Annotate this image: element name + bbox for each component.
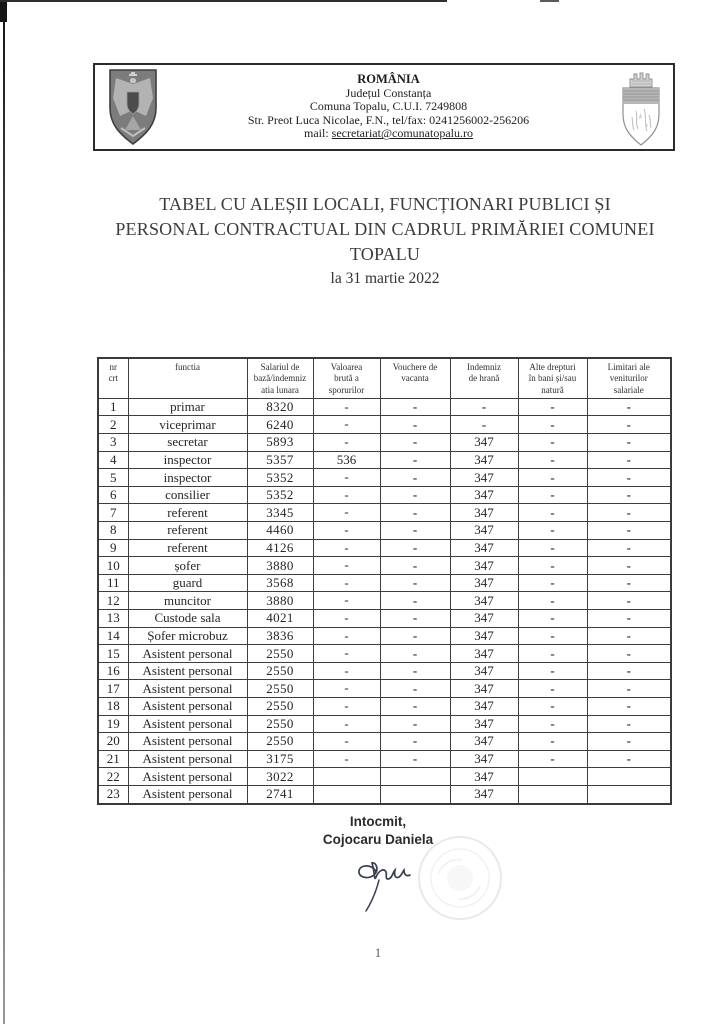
column-header: Alte drepturi în bani și/sau natură [518, 358, 587, 398]
table-cell: 347 [450, 715, 518, 733]
table-cell: 8320 [247, 398, 313, 416]
prepared-label: Intocmit, [349, 814, 407, 829]
table-cell: 347 [450, 733, 518, 751]
letterhead-text [159, 73, 618, 141]
table-cell: - [450, 398, 518, 416]
mail-address: secretariat@comunatopalu.ro [331, 126, 473, 141]
table-cell: - [518, 434, 587, 452]
table-cell: - [380, 451, 450, 469]
table-cell: 6 [98, 486, 128, 504]
table-cell: referent [128, 504, 247, 522]
table-cell: - [380, 469, 450, 487]
table-cell: 4126 [247, 539, 313, 557]
table-cell: - [518, 610, 587, 628]
letterhead-mail [159, 127, 618, 141]
table-cell: Asistent personal [128, 697, 247, 715]
table-cell: Asistent personal [128, 750, 247, 768]
table-cell: - [380, 750, 450, 768]
page-number: 1 [374, 946, 382, 960]
column-header: Valoarea brută a sporurilor [313, 358, 380, 398]
table-cell: 21 [98, 750, 128, 768]
table-cell: 17 [98, 680, 128, 698]
table-cell: - [587, 469, 671, 487]
table-cell: - [587, 610, 671, 628]
table-cell: 5893 [247, 434, 313, 452]
table-cell: 347 [450, 610, 518, 628]
table-row [98, 750, 671, 768]
table-row [98, 557, 671, 575]
table-cell: - [518, 750, 587, 768]
table-cell: - [587, 451, 671, 469]
table-cell: - [313, 539, 380, 557]
table-cell: - [313, 434, 380, 452]
letterhead-address: Str. Preot Luca Nicolae, F.N., tel/fax: 0241256002-256206 [247, 112, 530, 127]
table-cell: 3175 [247, 750, 313, 768]
table-cell: - [380, 504, 450, 522]
romania-coat-of-arms-icon [107, 68, 159, 146]
table-cell: 347 [450, 434, 518, 452]
table-row [98, 398, 671, 416]
table-cell: - [313, 486, 380, 504]
table-cell: Asistent personal [128, 715, 247, 733]
table-cell: - [313, 592, 380, 610]
table-cell: Asistent personal [128, 680, 247, 698]
table-row [98, 715, 671, 733]
table-cell: - [587, 750, 671, 768]
table-cell: - [313, 557, 380, 575]
table-cell: consilier [128, 486, 247, 504]
table-cell: 3022 [247, 768, 313, 786]
table-cell: - [518, 416, 587, 434]
table-cell: - [518, 733, 587, 751]
table-cell: - [313, 750, 380, 768]
handwritten-signature-icon [346, 851, 426, 915]
table-cell [518, 768, 587, 786]
table-cell: - [587, 574, 671, 592]
table-cell: 4460 [247, 522, 313, 540]
table-cell: 15 [98, 645, 128, 663]
table-cell: 5352 [247, 486, 313, 504]
letterhead-county: Județul Constanța [345, 85, 432, 100]
table-cell: Asistent personal [128, 785, 247, 803]
table-cell: 3345 [247, 504, 313, 522]
table-cell: 1 [98, 398, 128, 416]
table-cell [313, 768, 380, 786]
table-cell: - [380, 434, 450, 452]
document-title [40, 192, 725, 291]
table-cell: - [313, 645, 380, 663]
table-row [98, 627, 671, 645]
table-header-row [98, 358, 671, 398]
table-cell: - [380, 398, 450, 416]
table-cell: 347 [450, 504, 518, 522]
table-cell: 347 [450, 469, 518, 487]
table-cell: Asistent personal [128, 662, 247, 680]
table-cell: - [313, 627, 380, 645]
table-cell: - [313, 662, 380, 680]
table-cell: secretar [128, 434, 247, 452]
table-cell: 347 [450, 680, 518, 698]
table-row [98, 733, 671, 751]
table-cell: 2741 [247, 785, 313, 803]
table-cell: 347 [450, 539, 518, 557]
letterhead-country: ROMÂNIA [357, 72, 420, 87]
table-row [98, 662, 671, 680]
column-header: Limitari ale veniturilor salariale [587, 358, 671, 398]
column-header: Indemniz de hrană [450, 358, 518, 398]
table-cell: Șofer microbuz [128, 627, 247, 645]
table-row [98, 434, 671, 452]
table-cell: 8 [98, 522, 128, 540]
table-cell: - [518, 680, 587, 698]
prepared-name: Cojocaru Daniela [322, 831, 434, 847]
table-cell: - [518, 522, 587, 540]
table-cell: viceprimar [128, 416, 247, 434]
table-row [98, 539, 671, 557]
table-cell: șofer [128, 557, 247, 575]
table-cell: - [518, 451, 587, 469]
title-date: la 31 martie 2022 [330, 270, 440, 287]
table-cell: - [380, 539, 450, 557]
table-cell: - [587, 662, 671, 680]
table-cell: 536 [313, 451, 380, 469]
table-cell: - [587, 733, 671, 751]
table-cell: - [518, 697, 587, 715]
scan-edge-corner [0, 0, 7, 22]
table-cell [518, 785, 587, 803]
table-row [98, 610, 671, 628]
table-cell: - [380, 662, 450, 680]
title-line-1: TABEL CU ALEȘII LOCALI, FUNCȚIONARI PUBLICI ȘI [159, 194, 611, 214]
table-cell: 2550 [247, 662, 313, 680]
table-cell: inspector [128, 451, 247, 469]
table-cell [380, 785, 450, 803]
table-cell: - [587, 539, 671, 557]
table-cell: - [587, 398, 671, 416]
table-cell: - [587, 697, 671, 715]
table-cell: 11 [98, 574, 128, 592]
table-cell: 3836 [247, 627, 313, 645]
column-header: Salariul de bază/indemniz atia lunara [247, 358, 313, 398]
table-cell: 16 [98, 662, 128, 680]
table-cell: - [380, 610, 450, 628]
table-cell: 2550 [247, 645, 313, 663]
table-row [98, 574, 671, 592]
table-cell: - [313, 416, 380, 434]
table-cell: - [313, 697, 380, 715]
table-cell: - [518, 574, 587, 592]
table-cell: - [313, 574, 380, 592]
table-cell: - [518, 715, 587, 733]
round-stamp-icon [416, 834, 504, 922]
table-cell: - [518, 486, 587, 504]
table-cell: - [587, 416, 671, 434]
salary-table [97, 357, 672, 805]
table-cell: Custode sala [128, 610, 247, 628]
table-cell: 3880 [247, 557, 313, 575]
table-cell: 3568 [247, 574, 313, 592]
table-cell: 7 [98, 504, 128, 522]
table-cell: 13 [98, 610, 128, 628]
column-header: Vouchere de vacanta [380, 358, 450, 398]
table-cell: - [518, 557, 587, 575]
table-row [98, 592, 671, 610]
table-cell: 22 [98, 768, 128, 786]
table-cell: 9 [98, 539, 128, 557]
table-cell: 3880 [247, 592, 313, 610]
table-cell: 2550 [247, 680, 313, 698]
table-cell: - [380, 697, 450, 715]
table-cell: - [587, 522, 671, 540]
table-cell: inspector [128, 469, 247, 487]
table-cell: 23 [98, 785, 128, 803]
table-cell: referent [128, 539, 247, 557]
table-row [98, 486, 671, 504]
table-row [98, 697, 671, 715]
table-cell: 347 [450, 662, 518, 680]
table-cell: 12 [98, 592, 128, 610]
title-line-2: PERSONAL CONTRACTUAL DIN CADRUL PRIMĂRIEI COMUNEI [115, 219, 655, 239]
table-cell: 347 [450, 697, 518, 715]
table-cell: 14 [98, 627, 128, 645]
table-row [98, 416, 671, 434]
table-cell: 5352 [247, 469, 313, 487]
table-cell: 3 [98, 434, 128, 452]
table-cell: 19 [98, 715, 128, 733]
table-cell: 347 [450, 451, 518, 469]
table-cell: 347 [450, 592, 518, 610]
table-cell: 5357 [247, 451, 313, 469]
table-cell: Asistent personal [128, 733, 247, 751]
table-cell [380, 768, 450, 786]
table-row [98, 645, 671, 663]
table-cell: 2 [98, 416, 128, 434]
table-cell: - [380, 522, 450, 540]
table-cell: - [380, 557, 450, 575]
table-cell: - [313, 715, 380, 733]
table-cell: - [380, 416, 450, 434]
table-cell: 347 [450, 627, 518, 645]
table-cell: 347 [450, 486, 518, 504]
table-row [98, 451, 671, 469]
table-cell: Asistent personal [128, 645, 247, 663]
table-cell: - [518, 398, 587, 416]
table-row [98, 504, 671, 522]
table-cell: 5 [98, 469, 128, 487]
table-cell: - [587, 504, 671, 522]
table-cell [313, 785, 380, 803]
table-cell: - [313, 733, 380, 751]
table-cell: 347 [450, 522, 518, 540]
table-cell: - [380, 680, 450, 698]
table-cell [587, 785, 671, 803]
table-cell: - [380, 574, 450, 592]
column-header: nr crt [98, 358, 128, 398]
table-cell: - [518, 539, 587, 557]
table-cell: 347 [450, 785, 518, 803]
table-cell: 347 [450, 645, 518, 663]
table-cell: - [587, 434, 671, 452]
mail-prefix: mail: [304, 126, 332, 141]
table-cell: - [587, 645, 671, 663]
column-header: functia [128, 358, 247, 398]
table-row [98, 785, 671, 803]
table-cell [587, 768, 671, 786]
table-cell: Asistent personal [128, 768, 247, 786]
scan-edge-left [3, 0, 5, 1024]
table-row [98, 469, 671, 487]
table-cell: 347 [450, 768, 518, 786]
table-row [98, 680, 671, 698]
table-cell: - [313, 680, 380, 698]
table-cell: - [518, 504, 587, 522]
table-cell: - [518, 592, 587, 610]
table-row [98, 768, 671, 786]
table-cell: - [313, 469, 380, 487]
table-cell: - [587, 486, 671, 504]
table-cell: - [587, 627, 671, 645]
table-cell: 347 [450, 574, 518, 592]
table-cell: - [587, 715, 671, 733]
table-cell: 10 [98, 557, 128, 575]
table-cell: - [380, 592, 450, 610]
table-cell: - [380, 645, 450, 663]
table-cell: - [313, 610, 380, 628]
table-cell: - [380, 715, 450, 733]
title-line-3: TOPALU [349, 244, 421, 264]
table-cell: 4 [98, 451, 128, 469]
letterhead-commune: Comuna Topalu, C.U.I. 7249808 [309, 99, 468, 114]
table-cell: - [380, 627, 450, 645]
letterhead [93, 63, 675, 151]
table-cell: - [380, 486, 450, 504]
table-cell: - [587, 680, 671, 698]
table-cell: 2550 [247, 697, 313, 715]
table-cell: 347 [450, 557, 518, 575]
table-cell: - [518, 469, 587, 487]
table-cell: 4021 [247, 610, 313, 628]
table-cell: 2550 [247, 715, 313, 733]
table-cell: 347 [450, 750, 518, 768]
table-cell: - [587, 557, 671, 575]
table-cell: - [313, 504, 380, 522]
table-cell: guard [128, 574, 247, 592]
table-cell: - [518, 662, 587, 680]
table-cell: 20 [98, 733, 128, 751]
table-cell: 6240 [247, 416, 313, 434]
topalu-coat-of-arms-icon [618, 67, 664, 147]
table-cell: referent [128, 522, 247, 540]
table-cell: 2550 [247, 733, 313, 751]
table-cell: muncitor [128, 592, 247, 610]
table-row [98, 522, 671, 540]
table-cell: - [313, 398, 380, 416]
table-cell: - [518, 645, 587, 663]
table-cell: - [450, 416, 518, 434]
table-cell: - [313, 522, 380, 540]
table-cell: primar [128, 398, 247, 416]
scan-edge-top [0, 0, 447, 2]
table-cell: - [518, 627, 587, 645]
table-cell: - [380, 733, 450, 751]
table-cell: - [587, 592, 671, 610]
scan-edge-top-segment [540, 0, 559, 2]
table-cell: 18 [98, 697, 128, 715]
